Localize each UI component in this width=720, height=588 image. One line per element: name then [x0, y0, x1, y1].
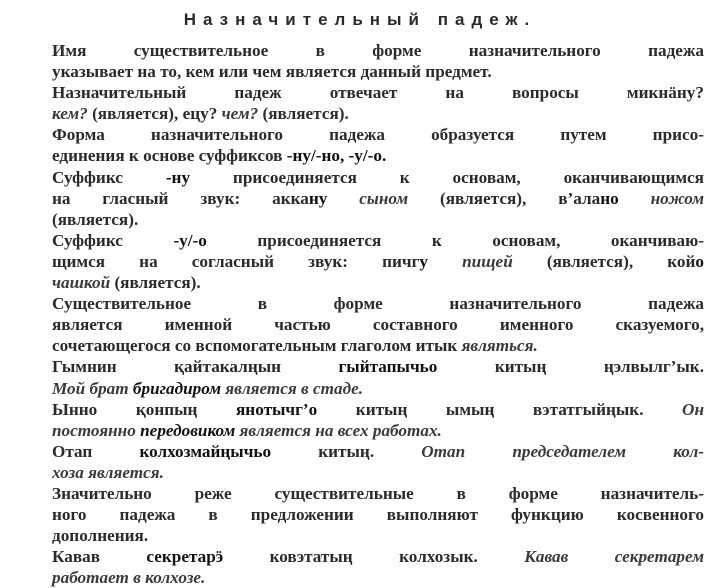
text-line	[10, 567, 704, 588]
text-segment: ножом	[650, 188, 704, 208]
text-segment: но	[600, 188, 619, 208]
text-line	[10, 314, 704, 335]
text-segment: Назначительный падеж отвечает на вопросы микнäну?	[52, 83, 704, 103]
text-line	[10, 82, 704, 103]
text-segment: Форма назначительного падежа образуется путем присо-	[52, 125, 704, 145]
text-line	[10, 272, 704, 293]
text-segment: китың.	[271, 441, 422, 461]
text-line	[10, 420, 704, 441]
text-segment: -ну/-но, -у/-о.	[286, 146, 387, 166]
text-segment: сыном	[359, 188, 409, 208]
paragraph	[10, 441, 704, 483]
text-segment: (является).	[52, 209, 139, 229]
text-segment: ковэтатың колхозык.	[223, 547, 525, 567]
text-segment: дополнения.	[52, 526, 149, 546]
text-segment: является на всех работах.	[235, 420, 442, 440]
text-segment: о	[695, 251, 705, 271]
text-line	[10, 378, 704, 399]
text-segment: хоза является.	[52, 462, 164, 482]
paragraph	[10, 124, 704, 166]
text-segment: постоянно	[52, 420, 141, 440]
text-segment: -у/-о	[173, 230, 207, 250]
body-text	[10, 40, 704, 588]
text-segment: Он	[682, 399, 705, 419]
paragraph	[10, 82, 704, 124]
text-line	[10, 356, 704, 377]
text-segment: Отап председателем кол-	[421, 441, 704, 461]
text-segment: является именной частью составного именного сказуемого,	[52, 315, 704, 335]
text-segment: указывает на то, кем или чем является данный предмет.	[52, 62, 492, 82]
text-line	[10, 293, 704, 314]
text-line	[10, 40, 704, 61]
text-segment: присоединяется к основам, оканчиваю-	[206, 230, 704, 250]
text-segment: Гымнин қайтакалңын	[52, 357, 339, 377]
text-segment: пищей	[462, 251, 513, 271]
text-segment	[619, 189, 651, 208]
text-line	[10, 167, 704, 188]
text-line	[10, 61, 704, 82]
page-heading: Назначительный падеж.	[183, 10, 537, 29]
text-line	[10, 103, 704, 124]
text-segment: гыйтапычьо	[338, 357, 438, 377]
paragraph	[10, 293, 704, 356]
text-line	[10, 335, 704, 356]
text-segment: Существительное в форме назначительного падежа	[52, 294, 704, 314]
paragraph	[10, 356, 704, 398]
paragraph	[10, 546, 704, 588]
text-line	[10, 209, 704, 230]
text-segment: китың ңэлвылг’ык.	[437, 357, 704, 377]
paragraph	[10, 399, 704, 441]
text-segment: является в стаде.	[220, 378, 364, 398]
text-line	[10, 230, 704, 251]
text-segment: Ынно қонпың	[52, 399, 236, 419]
text-line	[10, 504, 704, 525]
text-segment: янотычг’о	[236, 399, 318, 419]
text-line	[10, 441, 704, 462]
text-line	[10, 124, 704, 145]
text-segment: присоединяется к основам, оканчивающимся	[190, 167, 704, 187]
text-segment	[327, 189, 359, 208]
text-segment: работает в колхозе.	[52, 568, 206, 588]
text-line	[10, 483, 704, 504]
text-segment: (является), в’ала	[408, 188, 601, 208]
text-segment: (является).	[110, 273, 201, 293]
text-segment: ну	[308, 188, 328, 208]
text-segment: Суффикс	[52, 167, 166, 187]
text-segment: колхозмайңычьо	[139, 441, 272, 461]
text-line	[10, 145, 704, 166]
text-line	[10, 251, 704, 272]
text-segment: являться.	[461, 336, 538, 356]
text-segment: Кавав секретарем	[524, 547, 704, 567]
text-line	[10, 546, 704, 567]
text-segment: (является).	[258, 104, 349, 124]
text-segment: чем?	[221, 104, 259, 124]
text-segment: Мой брат	[52, 378, 133, 398]
paragraph	[10, 167, 704, 230]
paragraph	[10, 230, 704, 293]
text-line	[10, 188, 704, 209]
paragraph	[10, 483, 704, 546]
text-segment: -ну	[165, 167, 191, 187]
text-segment: единения к основе суффиксов	[52, 146, 287, 166]
text-segment: Имя существительное в форме назначительного падежа	[52, 41, 704, 60]
text-line	[10, 525, 704, 546]
text-line	[10, 462, 704, 483]
text-line	[10, 399, 704, 420]
text-segment: (является), ецу?	[87, 104, 222, 124]
text-segment: передовиком	[140, 420, 236, 440]
text-segment: Значительно реже существительные в форме назначитель-	[52, 483, 704, 503]
text-segment: (является), кой	[512, 251, 696, 271]
text-segment: чашкой	[52, 273, 111, 293]
text-segment: сочетающегося со вспомогательным глаголом итык	[52, 336, 462, 356]
text-segment: Отап	[52, 441, 140, 461]
text-segment: ного падежа в предложении выполняют функцию косвенного	[52, 505, 704, 525]
text-segment: у	[419, 251, 428, 271]
text-segment: Суффикс	[52, 230, 174, 250]
text-segment: Кавав	[52, 547, 147, 567]
text-segment: кем?	[52, 104, 88, 124]
text-segment: китың ымың вэтатгыйңык.	[317, 399, 683, 419]
paragraph	[10, 40, 704, 82]
text-segment	[428, 252, 462, 271]
text-segment: секретарӭ	[146, 547, 224, 567]
text-segment: бригадиром	[132, 378, 221, 398]
text-segment: на гласный звук: акка	[52, 188, 309, 208]
text-segment: щимся на согласный звук: пичг	[52, 251, 420, 271]
